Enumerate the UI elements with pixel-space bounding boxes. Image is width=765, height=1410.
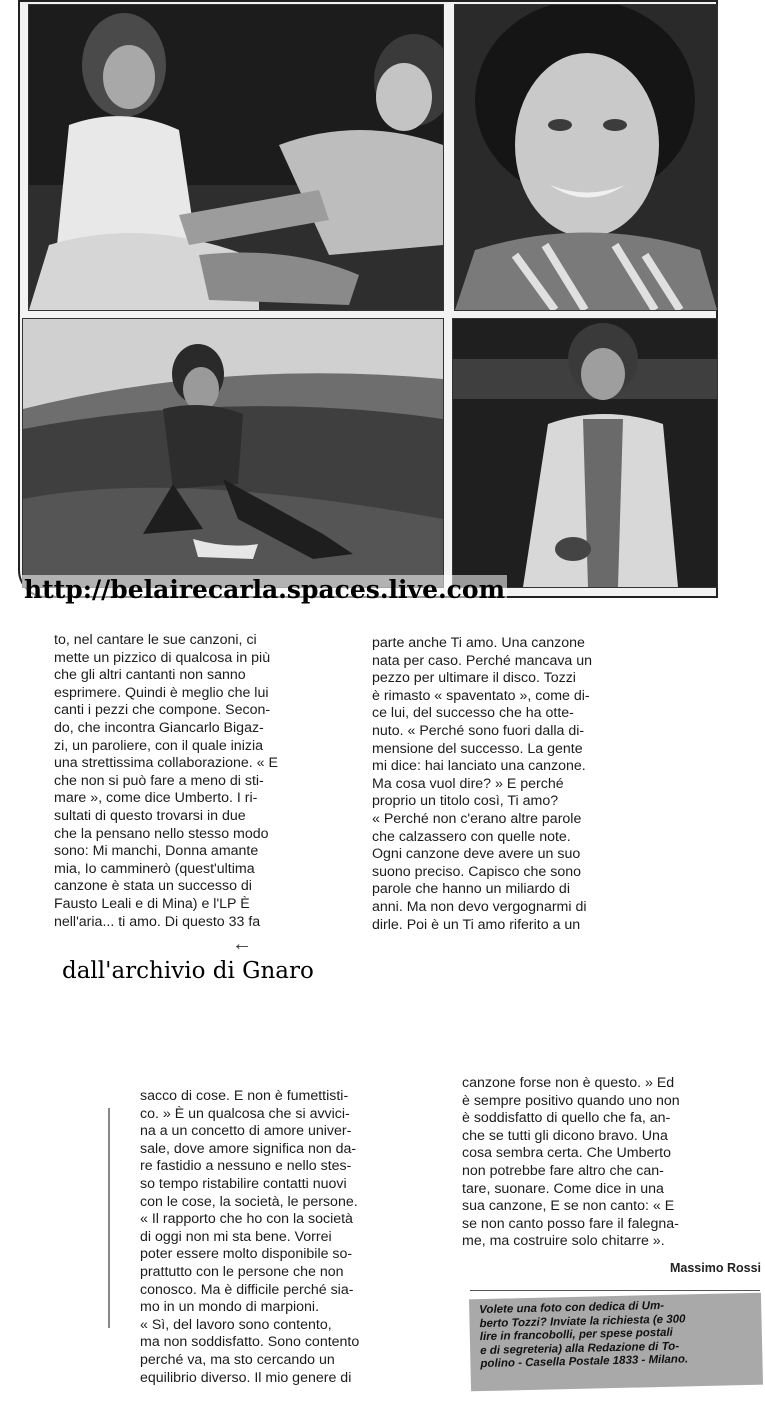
- column-4-text: [462, 1075, 765, 1251]
- column-a-line: do, che incontra Giancarlo Bigaz-: [54, 719, 264, 736]
- column-3-text: [140, 1088, 440, 1387]
- column-b-line: pezzo per ultimare il disco. Tozzi: [372, 670, 576, 687]
- column-c-line: re fastidio a nessuno e nello stes-: [140, 1158, 352, 1175]
- column-d-line: è soddisfatto di quello che fa, an-: [462, 1110, 671, 1127]
- photo-stage: [452, 318, 718, 588]
- column-c-line: con le cose, la società, le persone.: [140, 1193, 358, 1210]
- column-a-line: canzone è stata un successo di: [54, 878, 252, 895]
- column-a-line: che gli altri cantanti non sanno: [54, 667, 246, 684]
- signature-divider: [470, 1290, 760, 1291]
- column-b-line: nata per caso. Perché mancava un: [372, 652, 593, 669]
- column-b-line: parte anche Ti amo. Una canzone: [372, 635, 585, 651]
- margin-mark: [108, 1108, 116, 1328]
- photo-couple: [28, 4, 444, 311]
- column-a-line: Fausto Leali e di Mina) e l'LP È: [54, 895, 250, 912]
- column-c-line: mo in un mondo di marpioni.: [140, 1299, 320, 1316]
- photo-hillside: [22, 318, 444, 588]
- reader-offer-box: [469, 1293, 763, 1392]
- column-c-line: conosco. Ma è difficile perché sia-: [140, 1281, 354, 1298]
- column-d-line: tare, suonare. Come dice in una: [462, 1180, 664, 1197]
- note-box-line: e di segreteria) alla Redazione di To-: [480, 1340, 680, 1357]
- article-column-3: [140, 1088, 440, 1387]
- column-d-line: che se tutti gli dicono bravo. Una: [462, 1127, 668, 1144]
- column-d-line: cosa sembra certa. Che Umberto: [462, 1145, 671, 1162]
- column-2-text: [372, 635, 672, 934]
- column-a-line: mette un pizzico di qualcosa in più: [54, 649, 271, 666]
- article-column-2: [372, 635, 672, 934]
- column-b-line: Ogni canzone deve avere un suo: [372, 846, 581, 863]
- column-d-line: sua canzone, E se non canto: « E: [462, 1198, 675, 1215]
- column-d-line: non potrebbe fare altro che can-: [462, 1162, 664, 1179]
- column-a-line: zi, un paroliere, con il quale inizia: [54, 737, 263, 754]
- column-b-line: parole che hanno un miliardo di: [372, 881, 570, 898]
- column-c-line: sale, dove amore significa non da-: [140, 1140, 357, 1157]
- article-column-1: [54, 632, 350, 931]
- column-b-line: nuto. « Perché sono fuori dalla di-: [372, 722, 585, 739]
- column-c-line: poter essere molto disponibile so-: [140, 1246, 353, 1263]
- column-b-line: ce lui, del successo che ha otte-: [372, 705, 574, 722]
- column-b-line: mi dice: hai lanciato una canzone.: [372, 758, 586, 775]
- column-b-line: proprio un titolo così, Ti amo?: [372, 793, 559, 810]
- column-a-line: una strettissima collaborazione. « E: [54, 755, 278, 772]
- photo-collage: [18, 0, 718, 598]
- column-a-line: nell'aria... ti amo. Di questo 33 fa: [54, 913, 261, 930]
- column-d-line: me, ma costruire solo chitarre ».: [462, 1233, 665, 1250]
- article-column-4: [462, 1075, 765, 1251]
- column-c-line: sacco di cose. E non è fumettisti-: [140, 1088, 349, 1104]
- column-b-line: « Perché non c'erano altre parole: [372, 810, 582, 827]
- column-b-line: anni. Ma non devo vergognarmi di: [372, 898, 587, 915]
- arrow-pointer-icon: ←: [232, 933, 252, 955]
- column-a-line: to, nel cantare le sue canzoni, ci: [54, 632, 257, 648]
- column-c-line: ma non soddisfatto. Sono contento: [140, 1334, 360, 1351]
- column-c-line: co. » È un qualcosa che si avvici-: [140, 1105, 350, 1122]
- column-b-line: dirle. Poi è un Ti amo riferito a un: [372, 916, 581, 933]
- column-c-line: « Sì, del lavoro sono contento,: [140, 1316, 332, 1333]
- column-a-line: che non si può fare a meno di sti-: [54, 772, 264, 789]
- column-b-line: mensione del successo. La gente: [372, 740, 583, 757]
- column-1-text: [54, 632, 350, 931]
- archive-caption: dall'archivio di Gnaro: [62, 958, 314, 984]
- note-box-line: lire in francobolli, per spese postali: [479, 1326, 673, 1344]
- column-c-line: so tempo ristabilire contatti nuovi: [140, 1175, 347, 1192]
- column-c-line: di oggi non mi sta bene. Vorrei: [140, 1228, 332, 1245]
- column-b-line: Ma cosa vuol dire? » E perché: [372, 775, 564, 792]
- column-a-line: che la pensano nello stesso modo: [54, 825, 269, 842]
- column-c-line: perché va, ma sto cercando un: [140, 1351, 335, 1368]
- column-b-line: suono preciso. Capisco che sono: [372, 863, 581, 880]
- column-d-line: è sempre positivo quando uno non: [462, 1092, 680, 1109]
- column-d-line: se non canto posso fare il falegna-: [462, 1215, 679, 1232]
- column-c-line: equilibrio diverso. Il mio genere di: [140, 1369, 352, 1386]
- watermark-url: http://belairecarla.spaces.live.com: [24, 575, 506, 604]
- column-b-line: che calzassero con quelle note.: [372, 828, 571, 845]
- column-c-line: « Il rapporto che ho con la società: [140, 1211, 353, 1228]
- column-a-line: mare », come dice Umberto. I ri-: [54, 790, 258, 807]
- column-c-line: prattutto con le persone che non: [140, 1263, 344, 1280]
- column-a-line: mia, Io camminerò (quest'ultima: [54, 860, 255, 877]
- column-d-line: canzone forse non è questo. » Ed: [462, 1075, 675, 1091]
- column-a-line: canti i pezzi che compone. Secon-: [54, 702, 271, 719]
- note-box-line: berto Tozzi? Inviate la richiesta (e 300: [479, 1313, 686, 1330]
- column-a-line: sultati di questo trovarsi in due: [54, 807, 246, 824]
- column-b-line: è rimasto « spaventato », come di-: [372, 687, 590, 704]
- column-a-line: esprimere. Quindi è meglio che lui: [54, 684, 269, 701]
- photo-portrait: [454, 4, 718, 311]
- column-a-line: sono: Mi manchi, Donna amante: [54, 843, 259, 860]
- author-signature: Massimo Rossi: [669, 1261, 761, 1275]
- column-c-line: na a un concetto di amore univer-: [140, 1123, 352, 1140]
- note-box-line: polino - Casella Postale 1833 - Milano.: [480, 1353, 689, 1371]
- note-box-line: Volete una foto con dedica di Um-: [479, 1299, 665, 1317]
